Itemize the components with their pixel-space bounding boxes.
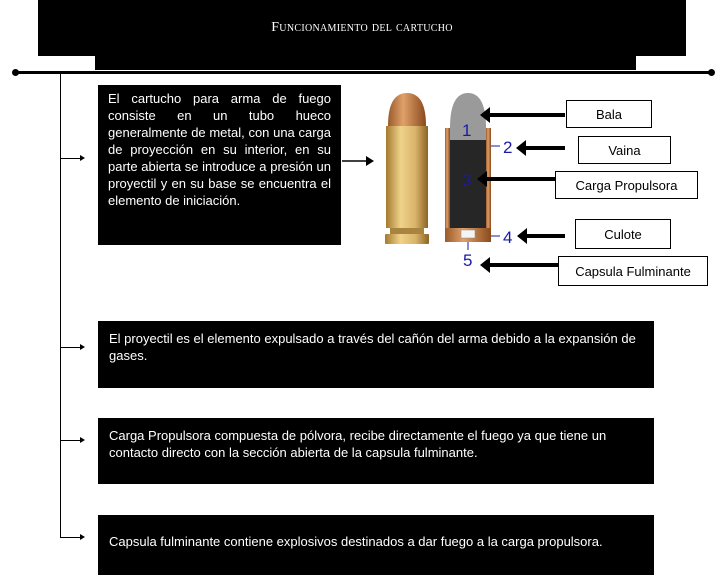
connector-tick-4 <box>60 537 82 538</box>
sectioned-cartridge <box>445 93 512 270</box>
number-2: 2 <box>503 138 513 157</box>
divider-endpoint-left <box>12 69 19 76</box>
number-5: 5 <box>463 251 473 270</box>
intro-text: El cartucho para arma de fuego consiste en un tubo hueco generalmente de metal, con una carga de proyección en su interior, en su parte abierta se introduce a presión un proyectil y en su base se encuentra el elemento de iniciación. <box>108 91 331 208</box>
connector-tick-1 <box>60 158 82 159</box>
vertical-connector <box>60 74 61 538</box>
note-box-capsula <box>98 515 654 575</box>
label-culote: Culote <box>575 219 671 249</box>
full-cartridge <box>385 93 429 244</box>
number-4: 4 <box>503 228 513 247</box>
connector-tick-3 <box>60 440 82 441</box>
cartridge-diagram <box>340 88 565 273</box>
divider-endpoint-right <box>708 69 715 76</box>
intro-box <box>98 85 341 245</box>
note-box-carga <box>98 418 654 484</box>
number-1: 1 <box>462 121 472 140</box>
label-carga-propulsora: Carga Propulsora <box>555 171 698 199</box>
label-vaina: Vaina <box>578 136 671 164</box>
number-3: 3 <box>462 171 472 190</box>
note-box-proyectil <box>98 321 654 388</box>
connector-arrow-3 <box>80 437 85 443</box>
connector-tick-2 <box>60 347 82 348</box>
page-title: Funcionamiento del cartucho <box>38 0 686 56</box>
title-underbar <box>95 56 636 70</box>
intro-arrow-head <box>366 156 374 166</box>
label-bala: Bala <box>566 100 652 128</box>
note-text-proyectil: El proyectil es el elemento expulsado a través del cañón del arma debido a la expansión de gases. <box>109 331 636 363</box>
connector-arrow-1 <box>80 155 85 161</box>
note-text-capsula: Capsula fulminante contiene explosivos destinados a dar fuego a la carga propulsora. <box>109 534 603 549</box>
horizontal-divider <box>14 71 714 74</box>
connector-arrow-2 <box>80 344 85 350</box>
connector-arrow-4 <box>80 534 85 540</box>
note-text-carga: Carga Propulsora compuesta de pólvora, recibe directamente el fuego ya que tiene un contacto directo con la sección abierta de la capsula fulminante. <box>109 428 607 460</box>
label-capsula-fulminante: Capsula Fulminante <box>558 256 708 286</box>
